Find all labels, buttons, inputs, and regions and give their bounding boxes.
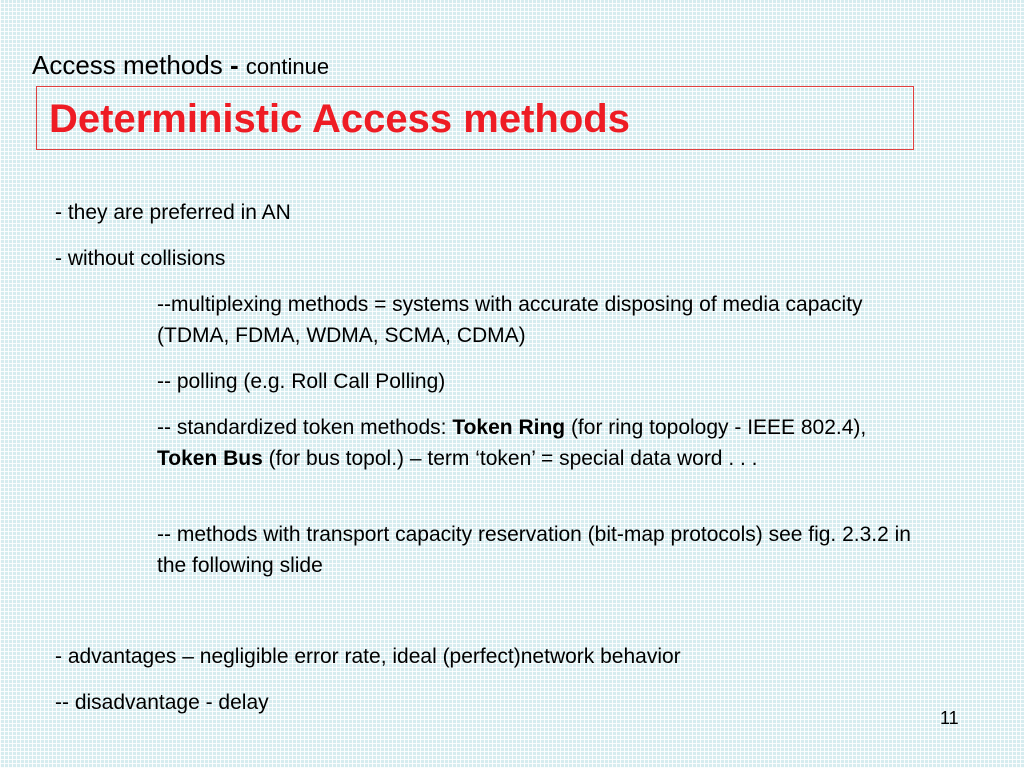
sub-bullet-reservation: -- methods with transport capacity reservation (bit-map protocols) see fig. 2.3.2 in the following slide bbox=[157, 523, 911, 577]
bullet-preferred: - they are preferred in AN bbox=[55, 201, 291, 224]
sub-bullet-multiplexing: --multiplexing methods = systems with accurate disposing of media capacity (TDMA, FDMA, WDMA, SCMA, CDMA) bbox=[157, 293, 863, 347]
bullet-disadvantage: -- disadvantage - delay bbox=[55, 691, 269, 714]
token-bus-desc: (for bus topol.) – term ‘token’ = special data word . . . bbox=[262, 447, 758, 470]
header-label: Access methods bbox=[32, 50, 223, 80]
header-separator: - bbox=[229, 50, 239, 80]
token-ring-desc: (for ring topology - IEEE 802.4), bbox=[565, 416, 867, 439]
slide-header bbox=[32, 48, 329, 84]
sub-bullet-token bbox=[157, 412, 927, 474]
bullet-advantages: - advantages – negligible error rate, ideal (perfect)network behavior bbox=[55, 645, 681, 668]
slide-title: Deterministic Access methods bbox=[49, 97, 630, 141]
token-bus-term: Token Bus bbox=[157, 447, 263, 470]
title-box bbox=[36, 86, 914, 150]
page-number: 11 bbox=[940, 708, 959, 728]
token-ring-term: Token Ring bbox=[452, 416, 566, 439]
sub-bullet-polling: -- polling (e.g. Roll Call Polling) bbox=[157, 370, 446, 393]
header-subtitle: continue bbox=[245, 54, 330, 79]
token-prefix: -- standardized token methods: bbox=[157, 416, 453, 439]
bullet-collisions: - without collisions bbox=[55, 247, 226, 270]
